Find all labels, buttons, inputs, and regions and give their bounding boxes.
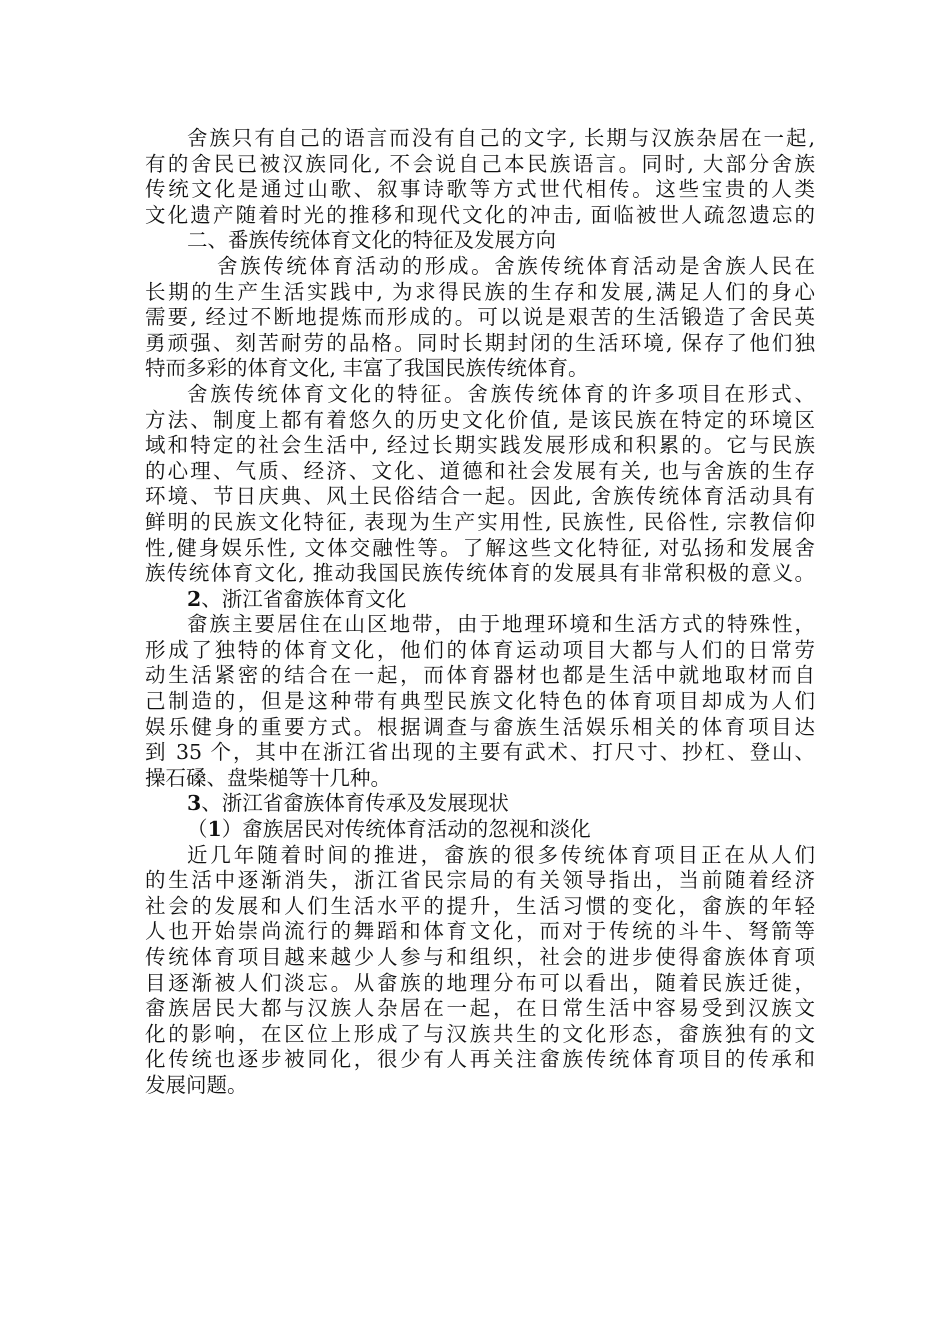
text-line: 域和特定的社会生活中, 经过长期实践发展形成和积累的。它与民族 [145, 433, 815, 458]
text-line: 长期的生产生活实践中, 为求得民族的生存和发展,满足人们的身心 [145, 279, 815, 304]
text-line: 环境、节日庆典、风土民俗结合一起。因此, 舍族传统体育活动具有 [145, 484, 815, 509]
text-line: 特而多彩的体育文化, 丰富了我国民族传统体育。 [145, 356, 589, 381]
paragraph-characteristics [145, 382, 815, 587]
heading-open-paren: （ [187, 817, 208, 842]
text-line: 发展问题。 [145, 1072, 248, 1097]
text-line: 的心理、气质、经济、文化、道德和社会发展有关, 也与舍族的生存 [145, 458, 815, 483]
text-line: 有的舍民已被汉族同化, 不会说自己本民族语言。同时, 大部分舍族 [145, 151, 815, 176]
text-line: 舍族只有自己的语言而没有自己的文字, 长期与汉族杂居在一起, [187, 126, 815, 150]
subsection-heading-neglect [145, 817, 815, 843]
heading-number: 3 [187, 791, 202, 816]
paragraph-neglect [145, 843, 815, 1099]
text-line: 文化遗产随着时光的推移和现代文化的冲击, 面临被世人疏忽遗忘的 [145, 202, 815, 227]
text-line: 方法、制度上都有着悠久的历史文化价值, 是该民族在特定的环境区 [145, 407, 815, 432]
text-line: 社会的发展和人们生活水平的提升，生活习惯的变化，畲族的年轻 [145, 893, 815, 918]
heading-number: 2 [187, 586, 202, 611]
text-line: 人也开始崇尚流行的舞蹈和体育文化，而对于传统的斗牛、弩箭等 [145, 919, 815, 944]
heading-number: 1 [207, 817, 222, 842]
heading-text: 、浙江省畲族体育传承及发展现状 [201, 791, 509, 816]
text-line: 畲族主要居住在山区地带，由于地理环境和生活方式的特殊性， [187, 612, 815, 637]
text-line: 娱乐健身的重要方式。根据调查与畲族生活娱乐相关的体育项目达 [145, 714, 815, 739]
text-line: 形成了独特的体育文化，他们的体育运动项目大都与人们的日常劳 [145, 637, 815, 662]
text-line: 近几年随着时间的推进，畲族的很多传统体育项目正在从人们 [187, 842, 815, 867]
text-line: 舍族传统体育文化的特征。舍族传统体育的许多项目在形式、 [187, 381, 815, 406]
text-line: 动生活紧密的结合在一起，而体育器材也都是生活中就地取材而自 [145, 663, 815, 688]
text-line: 的生活中逐渐消失，浙江省民宗局的有关领导指出，当前随着经济 [145, 868, 815, 893]
paragraph-formation [145, 254, 815, 382]
text-line: 传统体育项目越来越少人参与和组织，社会的进步使得畲族体育项 [145, 945, 815, 969]
heading-text: 、浙江省畲族体育文化 [201, 586, 407, 611]
section-heading-2 [145, 228, 815, 254]
text-line: 目逐渐被人们淡忘。从畲族的地理分布可以看出，随着民族迁徙， [145, 970, 815, 995]
text-line: 到 35 个，其中在浙江省出现的主要有武术、打尺寸、抄杠、登山、 [145, 740, 815, 765]
paragraph-she-language [145, 126, 815, 228]
text-line: 需要, 经过不断地提炼而形成的。可以说是艰苦的生活锻造了舍民英 [145, 305, 815, 330]
text-line: 化传统也逐步被同化，很少有人再关注畲族传统体育项目的传承和 [145, 1047, 815, 1072]
document-page [145, 126, 815, 1099]
section-heading-inheritance [145, 791, 815, 817]
heading-text: 二、番族传统体育文化的特征及发展方向 [187, 228, 556, 253]
section-heading-zhejiang-sports [145, 587, 815, 613]
text-line: 己制造的，但是这种带有典型民族文化特色的体育项目却成为人们 [145, 689, 815, 714]
paragraph-zhejiang-sports [145, 612, 815, 791]
heading-text: ）畲族居民对传统体育活动的忽视和淡化 [221, 817, 591, 842]
text-line: 族传统体育文化, 推动我国民族传统体育的发展具有非常积极的意义。 [145, 561, 815, 586]
text-line: 操石磉、盘柴槌等十几种。 [145, 765, 391, 790]
text-line: 鲜明的民族文化特征, 表现为生产实用性, 民族性, 民俗性, 宗教信仰 [145, 509, 815, 534]
text-line: 舍族传统体育活动的形成。舍族传统体育活动是舍族人民在 [217, 253, 815, 278]
text-line: 性,健身娱乐性, 文体交融性等。了解这些文化特征, 对弘扬和发展舍 [145, 535, 815, 560]
text-line: 勇顽强、刻苦耐劳的品格。同时长期封闭的生活环境, 保存了他们独 [145, 330, 815, 355]
text-line: 畲族居民大都与汉族人杂居在一起，在日常生活中容易受到汉族文 [145, 996, 815, 1021]
text-line: 传统文化是通过山歌、叙事诗歌等方式世代相传。这些宝贵的人类 [145, 177, 815, 202]
text-line: 化的影响，在区位上形成了与汉族共生的文化形态，畲族独有的文 [145, 1021, 815, 1046]
